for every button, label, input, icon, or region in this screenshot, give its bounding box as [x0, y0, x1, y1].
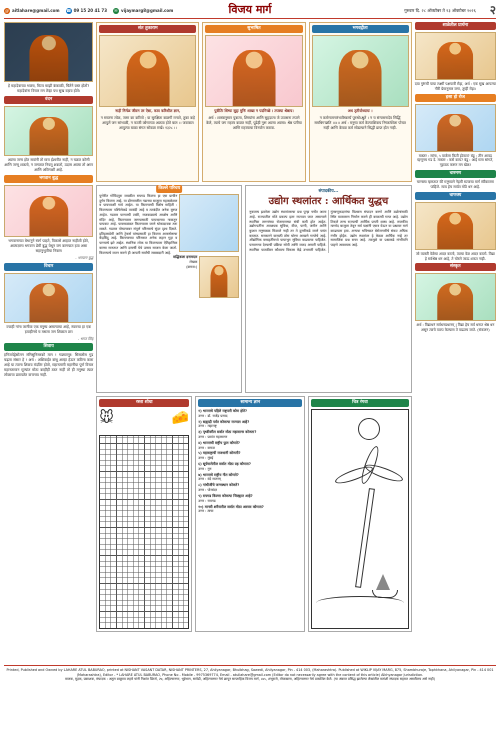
gita-image — [312, 35, 409, 107]
phone-contact[interactable] — [66, 8, 107, 14]
author-caption: लेखक — [189, 260, 198, 265]
subhashit-image — [205, 35, 302, 107]
gk-question: ८) गांधीजींचे जन्मस्थान कोणते? — [198, 483, 240, 488]
gk-answer: उत्तर : त्वचा — [198, 509, 214, 514]
email2-text: vijaymarg8@gmail.com — [120, 7, 174, 13]
tukaram-box — [96, 22, 199, 182]
editorial — [245, 185, 411, 393]
label-gita: भगवद्गीता — [312, 25, 409, 33]
gk-item — [198, 441, 302, 450]
gk-item — [198, 420, 302, 429]
bhagat-singh-image — [4, 273, 93, 323]
gk-answer: उत्तर : प्रशांत महासागर — [198, 434, 228, 439]
gk-answer: उत्तर : मुंबई — [198, 456, 214, 461]
label-joke: हसा हो रोज — [415, 94, 496, 102]
gk-answer: उत्तर : गुरु — [198, 466, 212, 471]
mail-icon: @ — [5, 7, 9, 13]
label-fort: किल्ले परिचय — [158, 186, 181, 191]
dharan-text: चाणक्य म्हणतात की मनुष्याने नेहमी सत्याचा मार्ग स्वीकारला पाहिजे. सत्य हेच सर्वात मोठे धन आहे. — [416, 180, 494, 189]
gk-item — [198, 430, 302, 439]
author-name: सद्धिकला इनामदार — [173, 255, 198, 260]
maze-box — [96, 396, 192, 632]
quote-gita: आत्मा जन्म होत सवांनी तो मारा ईश्वरीत नाही, न चक्रत कोणी आणि जन्मू शकतो, न जगतात नियमू शकतो, उदास आत्मा तो अमर आणि अविनाशी आहे. — [4, 157, 93, 172]
gk-answer: उत्तर : महाराष्ट्र — [198, 424, 217, 429]
tukaram-text: न सरतना लोळ, जाण का करितो ; या सुरक्षिता बाळगी मनाते, तुका कहे आपुलें जग सांभाळी, न फाजी कोणाच्या आठवा होते बाल ।। जवाबात आपुल्या बाळा संगत सोवळा राखें। १३२८ ।। — [100, 115, 195, 130]
bottom-section — [96, 396, 411, 632]
continued-label: (क्रमश:) — [186, 264, 198, 269]
sail-drawing — [376, 574, 390, 590]
gk-item — [198, 505, 302, 514]
editorial-title: उद्योग स्थलांतर : आर्थिकत युद्धच — [268, 195, 389, 207]
tukaram-image — [99, 35, 196, 107]
email-text: aitlahare@gmail.com — [12, 7, 60, 13]
label-sanskrit: संस्कृत — [415, 263, 496, 271]
label-coloring: चित्र रंगवा — [311, 399, 408, 407]
quote-buddha: भगवानाच्या बेभानुने स्वर्ग पाहते, विकासे आहात नाहीशी होते, आत्मज्ञाना भगवन्त प्रेमी बुद्ध येथून जग करण्यात हवा असा सहानुभूतीचा निवास — [8, 238, 89, 253]
wave-drawing — [316, 596, 403, 610]
subhashit-text: अर्थ : शास्त्रानुसार पुत्राला, शिष्यांना आणि सुहृदाला जे उपासना तपाने केले, त्याचे जग महत्त्व कळत नाही, पुढेही गुरू आत्मा आत्मा। श्रेष्ठ पतीचा आणि महत्त्वाचा विनयोग करावा. — [206, 115, 302, 130]
mouse-icon: 🐭 — [99, 409, 114, 426]
fort-article-body: पुणेरीत गोविंदपुरा जवळील रायगड किल्ला हा एक प्राचीन दुर्गम किल्ला आहे. या डोंगरावरील गडाच्या बाजूला महाबळेश्वर व पायथ्याशी गावे आहेत. या किल्ल्याची विशेष माहिती : किल्ल्याला पश्चिमेकडे तटबंदी आहे व तटबंदीत अनेक बुरुज आहेत. गडावर पाण्याची टाकी, राजवाड्याचे अवशेष आणि मंदिर आहे. किल्ल्यावर जाण्यासाठी पायथ्याच्या गावातून पायवाट आहे. पावसाळ्यात किल्ल्यावर जाणे धोकादायक ठरू शकते. गडावर पोचल्यावर संपूर्ण परिसराचे सुंदर दृश्य दिसते. इतिहासप्रेमी आणि ट्रेकर्स यांच्यासाठी हा किल्ला आकर्षणाचा केंद्रबिंदू आहे. किल्ल्याच्या परिसरात अनेक लहान गुहा व पाण्याचे झरे आहेत. स्थानिक लोक या किल्ल्याला ऐतिहासिक वारसा मानतात आणि दरवर्षी येथे उत्सव साजरा केला जातो. किल्ल्याचे जतन करणे ही आपली सर्वांची जबाबदारी आहे. — [99, 194, 178, 255]
contact-info — [4, 8, 173, 14]
author-photo — [199, 256, 239, 298]
krishna-image — [4, 106, 93, 156]
gk-question: ३) पृथ्वीवरील सर्वात मोठा महासागर कोणता? — [198, 430, 257, 435]
quote-shiva: हे महादेवाच्या भक्ता, मिटव माझी कंकाळी, चिंतेने ग्रस्त होतो? महादेवांना विचार मग तेव्हा पथ सुख वहाय होते। — [7, 84, 90, 93]
gk-box — [195, 396, 305, 632]
gk-answer: उत्तर : कमळ — [198, 445, 215, 450]
gita-box — [309, 22, 412, 182]
top-triptych — [96, 22, 411, 182]
gk-answer: उत्तर : पोरबंदर — [198, 488, 218, 493]
label-vandan: वंदन — [4, 96, 93, 104]
gk-question: ९) रायगड किल्ला कोणत्या जिल्ह्यात आहे? — [198, 493, 253, 498]
phone-icon: ☎ — [66, 7, 72, 13]
quote-bhagat-singh: ज्याही गांना जानीवा एक मनुष्य असल्याचा आहे, स्वतःचा हा एक हवाहीनचे च मसला जग शिकाल ठरा — [6, 324, 91, 334]
label-chanakya: चाणक्य — [415, 192, 496, 200]
gk-question: १०) मानवी शरीरातील सर्वात मोठा अवयव कोणता? — [198, 504, 264, 509]
right-column — [415, 22, 496, 662]
label-shivay: शिवाय — [4, 343, 93, 351]
chanakya-image — [415, 202, 496, 250]
coloring-box — [308, 396, 411, 632]
gita-text: न कर्मणामनारंभात्रैष्कर्म्यं पुरुषोऽश्नुते । न च संन्यसनादेव सिद्धिं समधिगच्छति ।।४।। अर्थ : मनुष्य कर्म केल्याशिवाय निष्कर्मतेला पोचत नाही आणि केवळ कर्म सोडल्याने सिद्धी प्राप्त होत नाही. — [314, 115, 406, 130]
shiva-image — [4, 22, 93, 82]
center-section — [96, 185, 411, 393]
sanskrit-text: अर्थ : विद्याधनं सर्वधनप्रधानम् | विद्या हेच सर्व धनात श्रेष्ठ धन असून त्याचे वाटप केल्यास ते वाढतच जाते. (संकलन) — [416, 323, 495, 333]
fort-article — [96, 185, 242, 393]
joke-text: मास्तर : सांगा, ५ वाजेला किती होतात? बंडू : तीन आवड म्हणूनच गड दे. मास्तर : कसे काय? बंडू : आई मला सांगते, गृहपाठ करून मग खेळ! — [417, 153, 494, 168]
gk-question: ७) भारताचे राष्ट्रीय गीत कोणते? — [198, 472, 239, 477]
left-column — [4, 22, 93, 662]
middle-column — [96, 22, 411, 662]
cheese-icon: 🧀 — [171, 409, 190, 426]
page-number: २ — [489, 3, 496, 18]
whatsapp-icon: ✉ — [114, 7, 118, 13]
issue-date: गुरुवार दि. २८ ऑक्टोबर ते २३ ऑक्टोबर २०२६ — [404, 7, 476, 13]
gk-item — [198, 483, 302, 492]
imprint-marathi: मालक, मुद्रक, प्रकाशक, संपादक : अतुल बाबुराव लहारे यांनी निशांत प्रिंटर्स, २७, अहिल्यानगर, भुईभाग, सावेडी, अहिल्यानगर येथे छापून साप्ताहिक विजय मार्ग, ८७५, शंभूराजे, तोफखाना, अहिल्यानगर येथे प्रकाशित केले. (या अंकात प्रसिद्ध झालेल्या लेखांतील मतांशी संपादक सहमत असतीलच असे नाही) — [65, 677, 435, 682]
maze-puzzle[interactable] — [99, 435, 189, 629]
imprint-english: Printed, Published and Owned by LAHARE ATUL BABURAO, printed at NISHANT VASANT DATAR, NISHANT PRINTERS, 27, Ahilyanagar, Bhuibhag, Sawedi, Ahilyanagar, Pin - 414 003, (Maharashtra). Published at WIKLIP VIJAY MARG, 875, Shambhuraje, Tophkhana, Ahilyanagar, Pin - 414 001 (Maharashtra), Editor - * LAHARE ATUL BABURAO, Phone No - Mobile - 9975369774, Email - atullahare@gmail.com (Editor do not necessarily agree with the content of this article) Alkhyanagar Jurisdiction. — [6, 668, 494, 677]
author-buddha: - भगवान बुद्ध — [75, 255, 94, 260]
gk-item — [198, 451, 302, 460]
gk-item — [198, 494, 302, 503]
email2-contact[interactable] — [113, 8, 173, 14]
author-bhagat-singh: - भगत सिंह — [77, 336, 94, 341]
sun-drawing — [358, 418, 380, 440]
label-tukaram: संत तुकाराम — [99, 25, 196, 33]
subhashit-box — [202, 22, 305, 182]
label-vichar: विचार — [4, 263, 93, 271]
editorial-kicker: संपादकीय... — [318, 188, 339, 193]
gk-question: २) सह्याद्री पर्वत कोणत्या राज्यात आहे? — [198, 419, 250, 424]
gk-list — [198, 409, 302, 515]
email-contact[interactable] — [4, 8, 60, 14]
tukaram-verse: नाही निर्मळ जीवन तर ऐसा, काय करिशील ज्ञान, — [115, 108, 181, 113]
coloring-picture[interactable] — [311, 409, 408, 629]
joke-image — [415, 104, 496, 152]
gk-question: ६) सूर्यमालेतील सर्वात मोठा ग्रह कोणता? — [198, 462, 251, 467]
masthead-title: विजय मार्ग — [228, 3, 272, 16]
label-gk: सामान्य ज्ञान — [198, 399, 302, 407]
subhashit-verse: पुत्रीतिः शिष्यः सुहृः मुनिः शाखा न पदमिच्छे । तपस्या श्रेष्ठाय। — [214, 108, 294, 113]
palm-tree-drawing — [355, 488, 375, 588]
quote-shivay: हनिजपेड्रेसोलन संगिसुनिसरको मान ! गडसल्लुर: सिसलोस गुड चढ़ला संसार हे ! अर्थ : अशिवाईत बांधू आम्हा हेऊन कविना कारा आहे या त्याना शिवाय मंदतिर होतो, महानतामी महानीया पूर्ण विचार महानतामान मूल्यांत मोठा काहीही ठरत नाही तो ही मनुष्या त्यात लोकाचा प्रतापतेत वाचनाय नाही. — [4, 353, 94, 378]
gk-item — [198, 409, 302, 418]
sanskrit-image — [415, 273, 496, 321]
prayer-text: दया गुरूंची पाया लक्ष्मी पक्षपात्री रोहा, अर्थ : एक सुख आपल्या गौरी प्रेमानुसार जगा, तुम्ही रोहा। — [414, 81, 496, 91]
label-prayer: शाळेतील प्रार्थना — [415, 22, 496, 30]
gk-item — [198, 462, 302, 471]
page-header — [4, 3, 496, 19]
buddha-image — [4, 185, 93, 237]
label-buddha: भगवान बुद्ध — [4, 175, 93, 183]
gk-question: ५) महाराष्ट्राची राजधानी कोणती? — [198, 451, 241, 456]
gk-answer: उत्तर : वंदे मातरम् — [198, 477, 221, 482]
phone-text: 09 15 20 41 73 — [73, 7, 107, 13]
label-subhashit: सुभाषित — [205, 25, 302, 33]
gk-question: १) भारताचे पहिले राष्ट्रपती कोण होते? — [198, 408, 248, 413]
gk-item — [198, 473, 302, 482]
label-dharan: चारमण — [415, 170, 496, 178]
imprint-footer — [4, 665, 496, 732]
editorial-body: नुकताच झालेला उद्योग स्थलांतराचा प्रश्न पुन्हा चर्चेत आला आहे. राज्यातील मोठे प्रकल्प इतर राज्यात जात असल्याने स्थानिक तरुणांच्या रोजगाराच्या संधी कमी होत आहेत. उद्योगपतींना आवश्यक सुविधा, वीज, पाणी, जमीन आणि कुशल मनुष्यबळ मिळाले नाही तर ते दुसरीकडे जाणे पसंत करतात. सरकारने यासाठी ठोस धोरण आखणे गरजेचे आहे. औद्योगिक वसाहतींमध्ये पायाभूत सुविधा वाढवल्या पाहिजेत. परवानग्या देण्याची प्रक्रिया सोपी आणि जलद असली पाहिजे. स्थानिक पातळीवर कौशल्य विकास केंद्रे उभारली पाहिजेत. गुंतवणूकदारांचा विश्वास संपादन करणे आणि उद्योगांसाठी स्थिर वातावरण निर्माण करणे ही काळाची गरज आहे. उद्योग टिकले तरच राज्याची आर्थिक प्रगती शक्य आहे. राजकीय मतभेद बाजूला ठेवून सर्व पक्षांनी एकत्र येऊन या प्रश्नावर मार्ग काढायला हवा. अन्यथा भविष्यात बेरोजगारीचे संकट अधिक गंभीर होईल. उद्योग स्थलांतर हे केवळ आर्थिक नव्हे तर सामाजिक प्रश्न बनत आहे. त्यामुळे या प्रश्नाकडे गांभीर्याने पाहणे आवश्यक आहे. — [249, 210, 408, 252]
gk-answer: उत्तर : डॉ. राजेंद्र प्रसाद — [198, 413, 228, 418]
gk-answer: उत्तर : रायगड — [198, 498, 216, 503]
gk-question: ४) भारताची राष्ट्रीय फुल कोणते? — [198, 440, 240, 445]
saint-image — [415, 32, 496, 80]
fort-image — [179, 194, 239, 252]
chanakya-text: जो व्यक्ती वेळेचा आदर करतो, त्याचा वेळ आदर करतो. विद्या हे सर्वश्रेष्ठ धन आहे, ते चोरले जाऊ शकत नाही. — [415, 251, 495, 261]
label-maze: रस्ता शोधा — [99, 399, 189, 407]
gita-verse: अथ तृतीयोध्यायः । — [347, 108, 373, 113]
